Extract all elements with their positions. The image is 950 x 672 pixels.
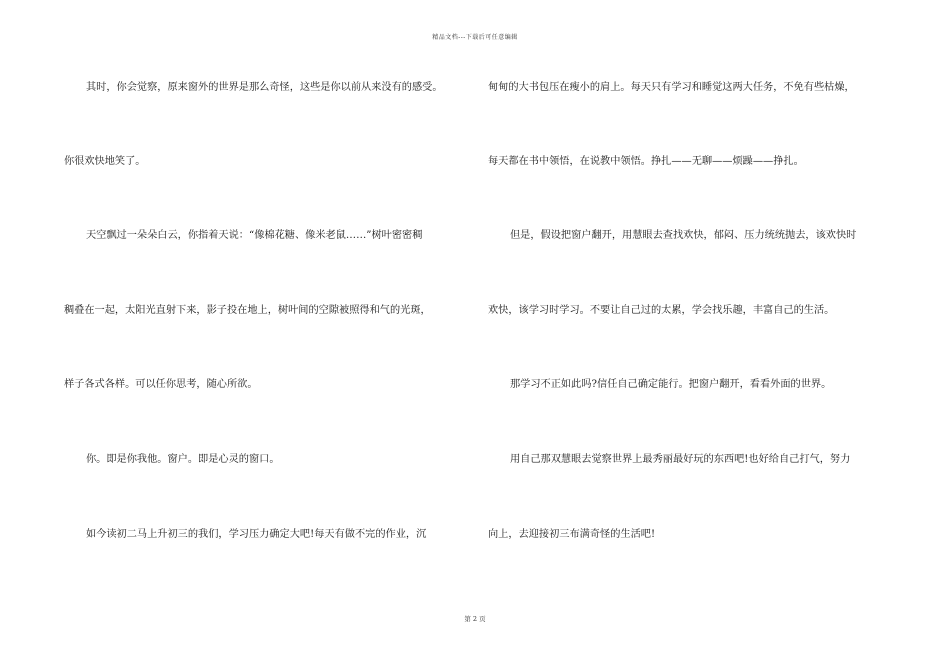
text-line: 如今读初二马上升初三的我们，学习压力确定大吧!每天有做不完的作业，沉: [86, 529, 427, 540]
text-line: 样子各式各样。可以任你思考，随心所欲。: [64, 379, 258, 390]
text-line: 但是，假设把窗户翻开，用慧眼去查找欢快，郁闷、压力统统抛去，该欢快时: [510, 230, 857, 241]
page-header: 精品文档---下载后可任意编辑: [432, 34, 518, 41]
text-line: 你。即是你我他。窗户。即是心灵的窗口。: [86, 454, 280, 465]
text-line: 稠叠在一起，太阳光直射下来，影子投在地上，树叶间的空隙被照得和气的光斑，: [64, 305, 431, 316]
text-line: 天空飘过一朵朵白云，你指着天说：“像棉花糖、像米老鼠……”树叶密密稠: [86, 230, 423, 241]
text-line: 向上，去迎接初三布满奇怪的生活吧!: [488, 529, 656, 540]
page-number: 第 2 页: [464, 615, 486, 623]
text-line: 每天都在书中领悟，在说教中领悟。挣扎——无聊——烦躁——挣扎。: [488, 156, 804, 167]
text-line: 甸甸的大书包压在瘦小的肩上。每天只有学习和睡觉这两大任务，不免有些枯燥，: [488, 82, 855, 93]
text-line: 你很欢快地笑了。: [64, 156, 146, 167]
text-line: 用自己那双慧眼去觉察世界上最秀丽最好玩的东西吧!也好给自己打气，努力: [510, 454, 851, 465]
text-line: 欢快，该学习时学习。不要让自己过的太累，学会找乐趣，丰富自己的生活。: [488, 305, 835, 316]
text-line: 那学习不正如此吗?信任自己确定能行。把窗户翻开，看看外面的世界。: [510, 379, 832, 390]
text-line: 其时，你会觉察，原来窗外的世界是那么奇怪，这些是你以前从来没有的感受。: [86, 82, 443, 93]
